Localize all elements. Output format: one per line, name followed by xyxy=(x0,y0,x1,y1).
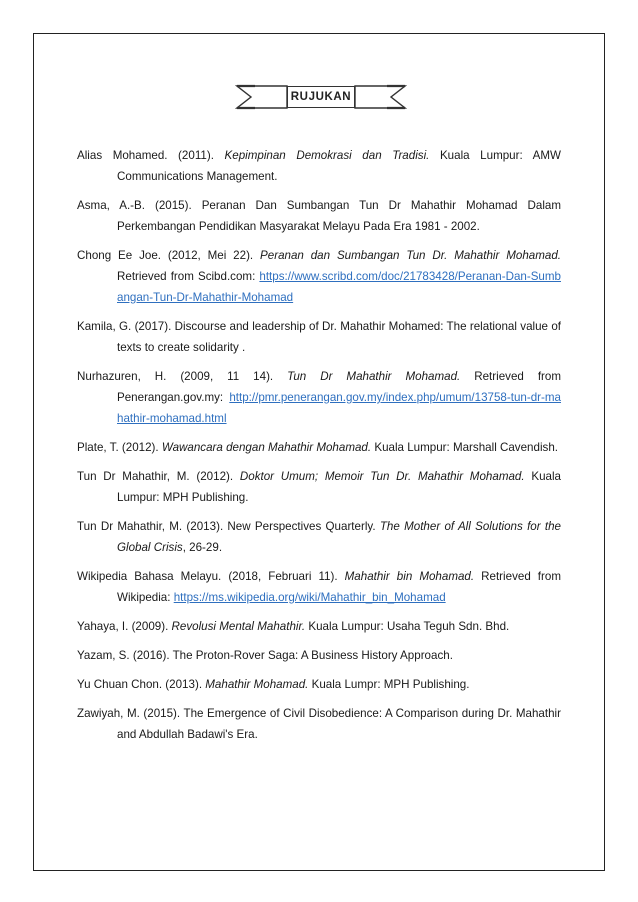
ref-author: Chong Ee Joe. (2012, Mei 22). xyxy=(77,249,261,262)
ref-author: Yazam, S. (2016). The Proton-Rover Saga: A Business History Approach. xyxy=(77,649,453,662)
ref-author: Zawiyah, M. (2015). The Emergence of Civil Disobedience: A Comparison during Dr. Mahathir and Abdullah Badawi's Era. xyxy=(77,707,561,741)
ref-author: Kamila, G. (2017). Discourse and leadership of Dr. Mahathir Mohamed: The relational value of texts to create solidarity . xyxy=(77,320,561,354)
ref-title: Kepimpinan Demokrasi dan Tradisi. xyxy=(224,149,430,162)
ref-publisher: Kuala Lumpr: MPH Publishing. xyxy=(308,678,470,691)
ref-title: Doktor Umum; Memoir Tun Dr. Mahathir Mohamad. xyxy=(239,470,525,483)
ref-author: Tun Dr Mahathir, M. (2012). xyxy=(77,470,240,483)
section-banner xyxy=(235,80,407,114)
ref-author: Alias Mohamed. (2011). xyxy=(77,149,225,162)
ref-author: Tun Dr Mahathir, M. (2013). New Perspectives Quarterly. xyxy=(77,520,380,533)
ref-link[interactable]: https://ms.wikipedia.org/wiki/Mahathir_bin_Mohamad xyxy=(173,591,446,604)
reference-item xyxy=(77,616,561,637)
ref-publisher: Kuala Lumpur: AMW Communications Management. xyxy=(117,149,561,183)
reference-item xyxy=(77,516,561,558)
ref-publisher: Kuala Lumpur: MPH Publishing. xyxy=(117,470,562,504)
reference-item xyxy=(77,466,561,508)
ref-link[interactable]: https://www.scribd.com/doc/21783428/Peranan-Dan-Sumbangan-Tun-Dr-Mahathir-Mohamad xyxy=(117,270,561,304)
ref-title: Peranan dan Sumbangan Tun Dr. Mahathir Mohamad. xyxy=(260,249,561,262)
reference-item xyxy=(77,195,561,237)
ref-publisher: Kuala Lumpur: Usaha Teguh Sdn. Bhd. xyxy=(305,620,510,633)
reference-item xyxy=(77,674,561,695)
reference-item xyxy=(77,645,561,666)
reference-item xyxy=(77,145,561,187)
ref-title: Tun Dr Mahathir Mohamad. xyxy=(287,370,461,383)
ref-title: Mahathir bin Mohamad. xyxy=(344,570,475,583)
reference-list xyxy=(77,145,561,753)
reference-item xyxy=(77,316,561,358)
reference-item xyxy=(77,566,561,608)
ref-author: Asma, A.-B. (2015). Peranan Dan Sumbangan Tun Dr Mahathir Mohamad Dalam Perkembangan Pendidikan Masyarakat Melayu Pada Era 1981 - 2002. xyxy=(77,199,561,233)
ref-title: Wawancara dengan Mahathir Mohamad. xyxy=(161,441,372,454)
ref-publisher: Kuala Lumpur: Marshall Cavendish. xyxy=(371,441,558,454)
ref-title: Mahathir Mohamad. xyxy=(205,678,309,691)
reference-item xyxy=(77,245,561,308)
ref-author: Plate, T. (2012). xyxy=(77,441,162,454)
section-title: RUJUKAN xyxy=(287,86,355,108)
ref-title: Revolusi Mental Mahathir. xyxy=(171,620,306,633)
ref-publisher: , 26-29. xyxy=(182,541,223,554)
ref-link[interactable]: http://pmr.penerangan.gov.my/index.php/umum/13758-tun-dr-mahathir-mohamad.html xyxy=(117,391,561,425)
ref-author: Yahaya, I. (2009). xyxy=(77,620,172,633)
ref-publisher: Retrieved from Wikipedia: xyxy=(117,570,561,604)
reference-item xyxy=(77,437,561,458)
ref-author: Wikipedia Bahasa Melayu. (2018, Februari 11). xyxy=(77,570,345,583)
ref-author: Yu Chuan Chon. (2013). xyxy=(77,678,206,691)
reference-item xyxy=(77,366,561,429)
reference-item xyxy=(77,703,561,745)
ref-author: Nurhazuren, H. (2009, 11 14). xyxy=(77,370,288,383)
ref-publisher: Retrieved from Penerangan.gov.my: xyxy=(117,370,562,404)
ref-publisher: Retrieved from Scibd.com: xyxy=(117,270,260,283)
ref-title: The Mother of All Solutions for the Global Crisis xyxy=(117,520,561,554)
